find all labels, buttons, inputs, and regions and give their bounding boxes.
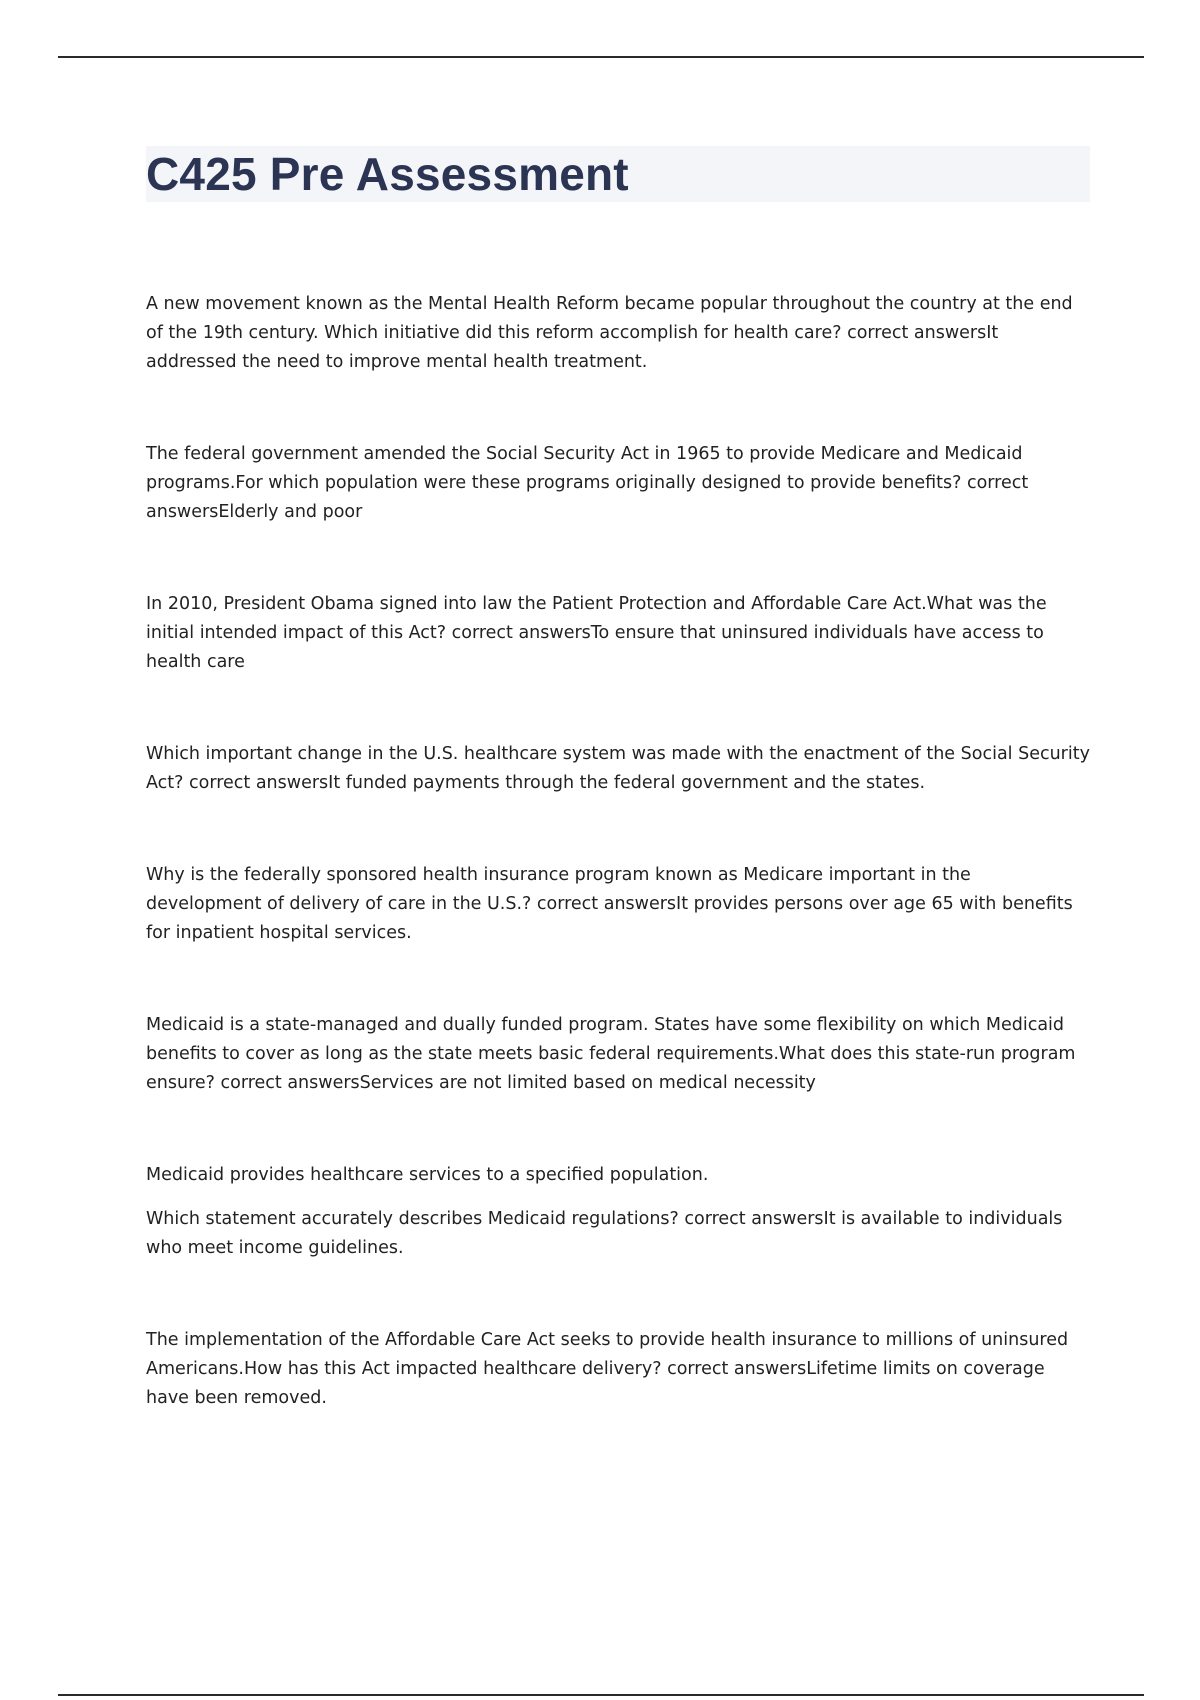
page-title: C425 Pre Assessment [146, 148, 629, 200]
qa-paragraph: The implementation of the Affordable Care Act seeks to provide health insurance to millions of uninsured Americans.How has this Act impacted healthcare delivery? correct answersLifetime limits on coverage have been removed. [146, 1330, 1069, 1408]
qa-paragraph: In 2010, President Obama signed into law the Patient Protection and Affordable Care Act.What was the initial intended impact of this Act? correct answersTo ensure that uninsured individuals have access to health care [146, 594, 1047, 672]
qa-paragraph: A new movement known as the Mental Health Reform became popular throughout the country at the end of the 19th century. Which initiative did this reform accomplish for health care? correct answersIt addressed the need to improve mental health treatment. [146, 294, 1073, 372]
qa-paragraph: The federal government amended the Social Security Act in 1965 to provide Medicare and Medicaid programs.For which population were these programs originally designed to provide benefits? correct answersElderly and poor [146, 444, 1029, 522]
qa-paragraph: Medicaid is a state-managed and dually funded program. States have some flexibility on which Medicaid benefits to cover as long as the state meets basic federal requirements.What does this state-run program ensure? correct answersServices are not limited based on medical necessity [146, 1015, 1076, 1093]
header-rule [58, 56, 1144, 58]
footer-rule [58, 1694, 1144, 1696]
document-body [146, 290, 1090, 1476]
qa-paragraph: Which important change in the U.S. healthcare system was made with the enactment of the Social Security Act? correct answersIt funded payments through the federal government and the states. [146, 744, 1090, 793]
qa-paragraph: Which statement accurately describes Medicaid regulations? correct answersIt is available to individuals who meet income guidelines. [146, 1209, 1063, 1258]
qa-paragraph: Why is the federally sponsored health insurance program known as Medicare important in the development of delivery of care in the U.S.? correct answersIt provides persons over age 65 with benefits for inpatient hospital services. [146, 865, 1073, 943]
qa-paragraph: Medicaid provides healthcare services to a specified population. [146, 1165, 709, 1185]
